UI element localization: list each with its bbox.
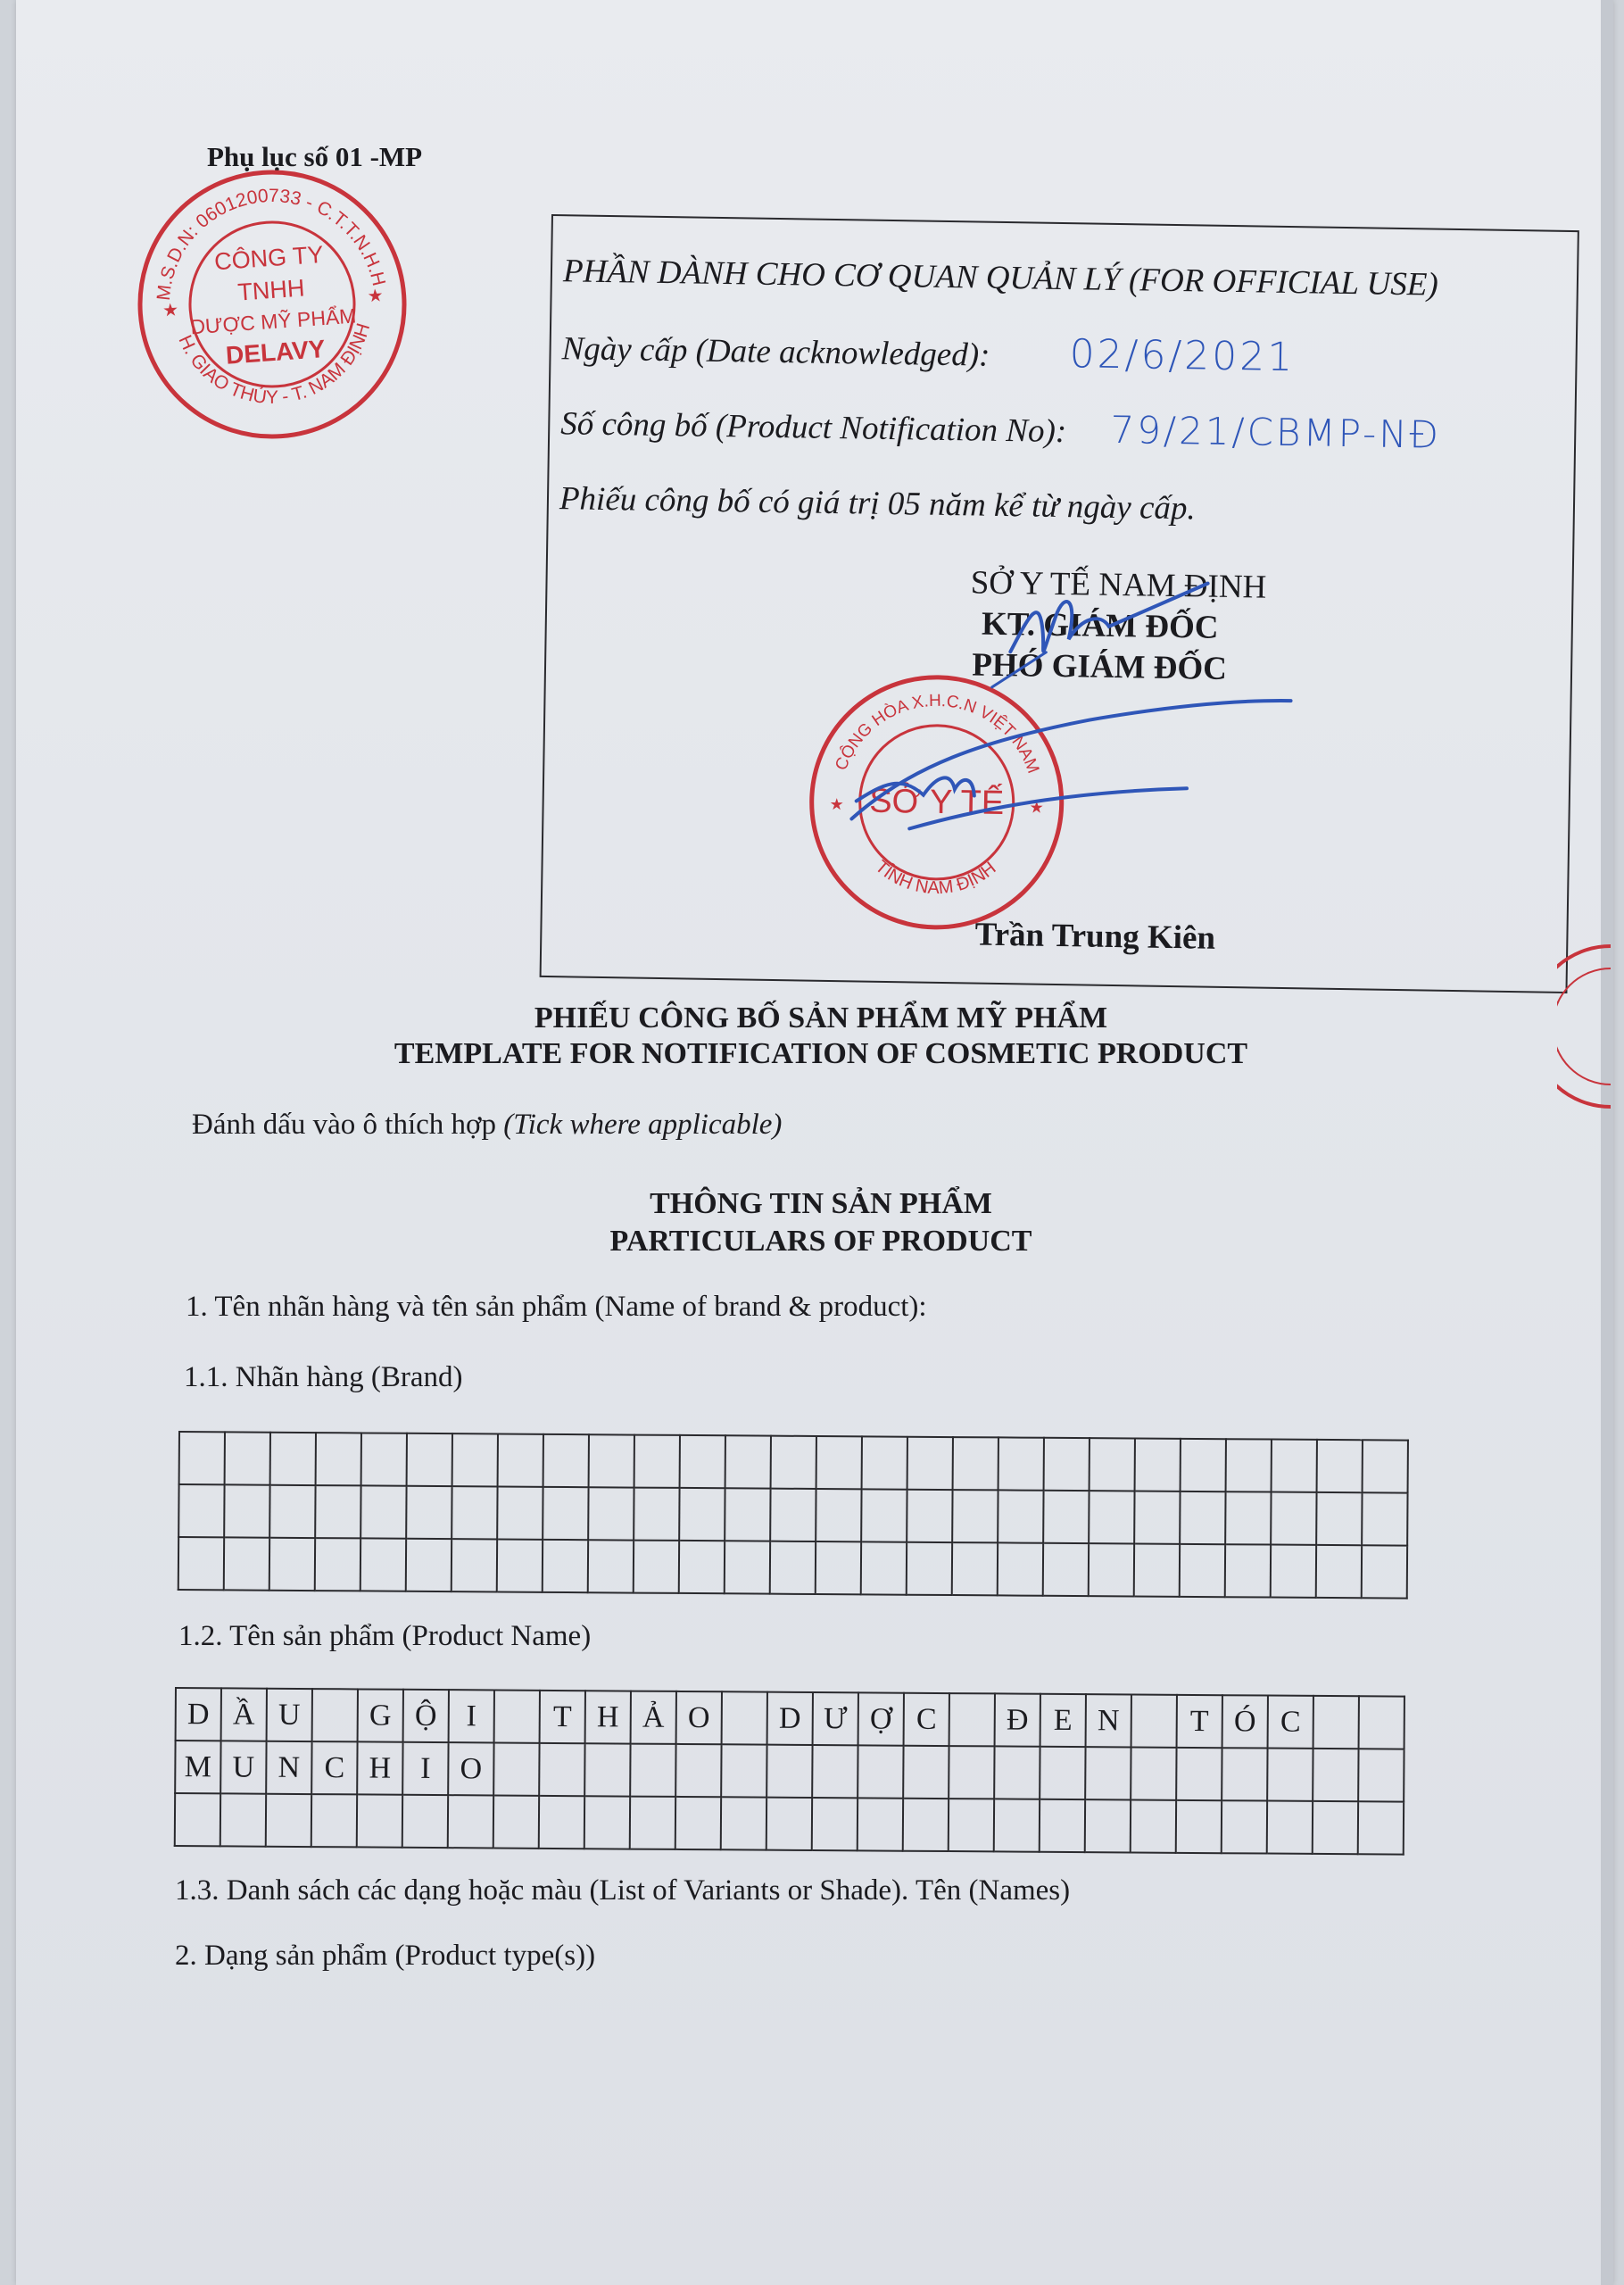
brand-grid-cell bbox=[634, 1488, 679, 1541]
brand-grid-cell bbox=[1225, 1491, 1271, 1544]
product-name-grid-cell bbox=[1040, 1799, 1085, 1852]
brand-grid-cell bbox=[680, 1435, 725, 1488]
brand-grid bbox=[178, 1431, 1409, 1600]
brand-grid-cell bbox=[543, 1540, 588, 1592]
brand-grid-cell bbox=[1226, 1439, 1272, 1491]
signatory-title-1: KT. GIÁM ĐỐC bbox=[981, 605, 1219, 646]
tick-instruction-en: (Tick where applicable) bbox=[503, 1109, 783, 1141]
brand-grid-cell bbox=[1135, 1438, 1181, 1491]
product-name-grid-cell: I bbox=[402, 1742, 448, 1795]
brand-grid-cell bbox=[771, 1436, 816, 1489]
product-name-grid-cell bbox=[266, 1794, 311, 1847]
product-name-grid-cell: O bbox=[448, 1742, 493, 1795]
brand-grid-cell bbox=[543, 1434, 589, 1487]
product-name-grid-cell bbox=[493, 1742, 539, 1795]
product-name-grid-cell bbox=[766, 1745, 812, 1798]
brand-grid-cell bbox=[224, 1537, 269, 1590]
company-stamp-line-3: DƯỢC MỸ PHẨM bbox=[189, 303, 358, 339]
brand-grid-row bbox=[179, 1432, 1408, 1493]
product-name-grid-cell bbox=[311, 1794, 357, 1847]
brand-grid-cell bbox=[224, 1484, 269, 1537]
brand-grid-cell bbox=[679, 1488, 725, 1541]
official-seal-bottom-text: TỈNH NAM ĐỊNH bbox=[871, 856, 1000, 899]
product-name-grid-cell bbox=[994, 1799, 1040, 1851]
brand-grid-cell bbox=[725, 1541, 770, 1593]
product-name-grid-row bbox=[176, 1688, 1404, 1749]
brand-grid-cell bbox=[1362, 1545, 1407, 1598]
product-name-grid-cell: T bbox=[540, 1691, 585, 1743]
brand-grid-cell bbox=[862, 1436, 907, 1489]
page-edge bbox=[1601, 0, 1613, 2285]
product-name-grid-cell: Ả bbox=[631, 1691, 676, 1744]
product-name-grid-cell bbox=[584, 1743, 630, 1796]
svg-text:★: ★ bbox=[829, 794, 844, 814]
product-name-grid-cell: C bbox=[904, 1693, 949, 1746]
brand-grid-cell bbox=[816, 1436, 862, 1489]
product-name-grid-cell bbox=[1040, 1747, 1085, 1799]
item-1-2-label: 1.2. Tên sản phẩm (Product Name) bbox=[178, 1620, 592, 1652]
brand-grid-cell bbox=[498, 1433, 543, 1486]
product-name-grid-cell: D bbox=[176, 1688, 221, 1741]
product-name-grid-cell bbox=[630, 1744, 675, 1797]
date-acknowledged-value: 02/6/2021 bbox=[1069, 331, 1296, 381]
product-name-grid-cell: Ó bbox=[1222, 1695, 1268, 1748]
authority-name: SỞ Y TẾ NAM ĐỊNH bbox=[970, 564, 1267, 606]
brand-grid-cell bbox=[1272, 1440, 1317, 1492]
svg-text:★: ★ bbox=[162, 300, 179, 321]
brand-grid-cell bbox=[452, 1539, 497, 1591]
product-name-grid-cell: H bbox=[357, 1741, 402, 1794]
brand-grid-cell bbox=[907, 1542, 952, 1595]
product-name-grid-cell bbox=[584, 1796, 630, 1849]
brand-grid-cell bbox=[1181, 1439, 1226, 1491]
brand-grid-cell bbox=[589, 1434, 634, 1487]
product-name-grid-cell bbox=[1131, 1694, 1177, 1747]
brand-grid-cell bbox=[178, 1537, 224, 1590]
product-name-grid-cell bbox=[1313, 1749, 1358, 1801]
company-stamp-outer-text: M.S.D.N: 0601200733 - C.T.T.N.H.H bbox=[153, 185, 390, 302]
brand-grid-cell bbox=[1363, 1440, 1408, 1492]
brand-grid-cell bbox=[406, 1539, 452, 1591]
brand-grid-cell bbox=[770, 1489, 816, 1541]
company-stamp-line-2: TNHH bbox=[236, 274, 306, 306]
brand-grid-cell bbox=[816, 1541, 861, 1594]
brand-grid-cell bbox=[361, 1433, 407, 1485]
brand-grid-cell bbox=[1317, 1440, 1363, 1492]
brand-grid-cell bbox=[1271, 1545, 1316, 1598]
brand-grid-cell bbox=[1180, 1544, 1225, 1597]
product-name-grid-row bbox=[175, 1741, 1404, 1802]
product-name-grid-cell bbox=[766, 1798, 812, 1850]
official-use-box bbox=[540, 214, 1579, 993]
product-name-grid-cell bbox=[1313, 1696, 1359, 1749]
product-name-grid-cell bbox=[357, 1794, 402, 1847]
brand-grid-cell bbox=[1180, 1491, 1225, 1544]
product-name-grid-cell bbox=[220, 1793, 266, 1846]
product-name-grid-cell bbox=[903, 1799, 949, 1851]
brand-grid-cell bbox=[998, 1437, 1044, 1490]
brand-grid-cell bbox=[1134, 1543, 1180, 1596]
brand-grid-cell bbox=[315, 1485, 360, 1538]
brand-grid-cell bbox=[588, 1487, 634, 1540]
product-name-grid-cell: I bbox=[449, 1690, 494, 1742]
item-1-label: 1. Tên nhãn hàng và tên sản phẩm (Name of brand & product): bbox=[186, 1291, 927, 1323]
brand-grid-cell bbox=[634, 1541, 679, 1593]
brand-grid-row bbox=[178, 1484, 1407, 1546]
brand-grid-cell bbox=[1362, 1492, 1407, 1545]
brand-grid-cell bbox=[907, 1490, 952, 1542]
brand-grid-cell bbox=[952, 1542, 998, 1595]
official-use-title: PHẦN DÀNH CHO CƠ QUAN QUẢN LÝ (FOR OFFICIAL USE) bbox=[562, 253, 1439, 303]
official-seal-outer-text: CỘNG HÒA X.H.C.N VIỆT NAM bbox=[832, 691, 1043, 777]
product-name-grid-cell bbox=[721, 1797, 766, 1849]
product-name-grid-cell bbox=[1085, 1799, 1131, 1852]
product-name-grid-cell bbox=[1176, 1800, 1222, 1853]
product-name-grid-cell bbox=[1359, 1696, 1404, 1749]
section-title-en: PARTICULARS OF PRODUCT bbox=[609, 1225, 1032, 1258]
product-name-grid-cell bbox=[722, 1691, 767, 1744]
product-name-grid-cell bbox=[1131, 1799, 1176, 1852]
brand-grid-cell bbox=[1316, 1492, 1362, 1545]
product-name-grid-cell: C bbox=[311, 1741, 357, 1794]
product-name-grid-cell bbox=[812, 1798, 858, 1850]
brand-grid-cell bbox=[316, 1433, 361, 1485]
product-name-grid-cell bbox=[175, 1793, 220, 1846]
brand-grid-cell bbox=[543, 1487, 588, 1540]
product-name-grid-cell bbox=[1131, 1747, 1176, 1799]
brand-grid-cell bbox=[634, 1435, 680, 1488]
notification-number-label: Số công bố (Product Notification No): bbox=[559, 405, 1067, 451]
brand-grid-cell bbox=[1225, 1544, 1271, 1597]
product-name-grid-cell bbox=[1358, 1749, 1404, 1801]
product-name-grid-cell bbox=[903, 1746, 949, 1799]
product-name-grid-cell bbox=[949, 1799, 994, 1851]
brand-grid-cell bbox=[861, 1541, 907, 1594]
product-name-grid-row bbox=[175, 1793, 1404, 1855]
product-name-grid-cell bbox=[494, 1690, 540, 1742]
brand-grid-cell bbox=[770, 1541, 816, 1594]
product-name-grid-cell bbox=[1176, 1748, 1222, 1800]
brand-grid-cell bbox=[179, 1432, 225, 1484]
product-name-grid bbox=[174, 1687, 1405, 1856]
brand-grid-cell bbox=[1089, 1543, 1134, 1596]
tick-instruction-vi: Đánh dấu vào ô thích hợp bbox=[192, 1109, 496, 1141]
annex-label: Phụ lục số 01 -MP bbox=[207, 141, 423, 172]
product-name-grid-cell bbox=[539, 1796, 584, 1849]
svg-text:★: ★ bbox=[366, 286, 385, 307]
product-name-grid-cell bbox=[812, 1745, 858, 1798]
signatory-title-2: PHÓ GIÁM ĐỐC bbox=[971, 646, 1228, 687]
product-name-grid-cell bbox=[675, 1797, 721, 1849]
date-acknowledged-label: Ngày cấp (Date acknowledged): bbox=[561, 330, 990, 374]
product-name-grid-cell bbox=[858, 1745, 903, 1798]
company-stamp-line-1: CÔNG TY bbox=[213, 240, 325, 276]
product-name-grid-cell: C bbox=[1268, 1696, 1313, 1749]
signatory-name: Trần Trung Kiên bbox=[974, 916, 1216, 957]
brand-grid-cell bbox=[269, 1538, 315, 1591]
product-name-grid-cell: D bbox=[767, 1692, 813, 1745]
notification-number-value: 79/21/CBMP-NĐ bbox=[1110, 407, 1442, 457]
official-seal-center-text: SỞ Y TẾ bbox=[868, 782, 1005, 823]
brand-grid-cell bbox=[269, 1485, 315, 1538]
brand-grid-cell bbox=[816, 1489, 861, 1541]
tick-instruction bbox=[192, 1109, 782, 1142]
brand-grid-cell bbox=[452, 1486, 497, 1539]
product-name-grid-cell: O bbox=[676, 1691, 722, 1744]
product-name-grid-cell: N bbox=[266, 1741, 311, 1794]
product-name-grid-cell: H bbox=[585, 1691, 631, 1743]
product-name-grid-cell: Ầ bbox=[221, 1688, 267, 1741]
form-title-vi: PHIẾU CÔNG BỐ SẢN PHẨM MỸ PHẨM bbox=[534, 1001, 1108, 1034]
product-name-grid-cell: U bbox=[267, 1689, 312, 1741]
brand-grid-cell bbox=[270, 1433, 316, 1485]
section-title-vi: THÔNG TIN SẢN PHẨM bbox=[650, 1187, 992, 1220]
product-name-grid-cell bbox=[949, 1693, 995, 1746]
product-name-grid-cell: N bbox=[1086, 1694, 1131, 1747]
brand-grid-cell bbox=[1043, 1491, 1089, 1543]
brand-grid-cell bbox=[907, 1437, 953, 1490]
product-name-grid-cell bbox=[994, 1746, 1040, 1799]
product-name-grid-cell: T bbox=[1177, 1695, 1222, 1748]
brand-grid-cell bbox=[588, 1540, 634, 1592]
brand-grid-cell bbox=[1043, 1543, 1089, 1596]
brand-grid-cell bbox=[407, 1433, 452, 1486]
product-name-grid-cell bbox=[448, 1795, 493, 1848]
product-name-grid-cell bbox=[1267, 1801, 1313, 1854]
product-name-grid-cell: Ợ bbox=[858, 1692, 904, 1745]
company-stamp bbox=[125, 157, 420, 453]
item-1-1-label: 1.1. Nhãn hàng (Brand) bbox=[184, 1361, 463, 1393]
product-name-grid-cell: E bbox=[1040, 1694, 1086, 1747]
company-stamp-bottom-text: H. GIAO THỦY - T. NAM ĐỊNH bbox=[174, 320, 375, 408]
partial-edge-stamp bbox=[1557, 937, 1611, 1116]
brand-grid-cell bbox=[952, 1490, 998, 1542]
product-name-grid-cell bbox=[1222, 1748, 1267, 1800]
product-name-grid-cell: G bbox=[358, 1689, 403, 1741]
brand-grid-cell bbox=[315, 1538, 360, 1591]
product-name-grid-cell: M bbox=[175, 1741, 220, 1793]
product-name-grid-cell bbox=[312, 1689, 358, 1741]
product-name-grid-cell bbox=[675, 1744, 721, 1797]
brand-grid-cell bbox=[1089, 1491, 1134, 1543]
product-name-grid-cell bbox=[858, 1798, 903, 1850]
product-name-grid-cell bbox=[1358, 1801, 1404, 1854]
product-name-grid-cell: U bbox=[220, 1741, 266, 1793]
product-name-grid-cell bbox=[402, 1795, 448, 1848]
product-name-grid-cell bbox=[949, 1746, 994, 1799]
signature-drawing bbox=[766, 559, 1378, 890]
brand-grid-cell bbox=[178, 1484, 224, 1537]
item-1-3-label: 1.3. Danh sách các dạng hoặc màu (List of Variants or Shade). Tên (Names) bbox=[175, 1874, 1071, 1907]
brand-grid-cell bbox=[497, 1486, 543, 1539]
company-stamp-line-4: DELAVY bbox=[225, 335, 327, 370]
brand-grid-cell bbox=[998, 1542, 1043, 1595]
product-name-grid-cell: Ộ bbox=[403, 1690, 449, 1742]
product-name-grid-cell bbox=[539, 1743, 584, 1796]
product-name-grid-cell bbox=[630, 1797, 675, 1849]
product-name-grid-cell bbox=[493, 1795, 539, 1848]
notification-number-row bbox=[560, 399, 1442, 456]
product-name-grid-cell bbox=[1313, 1801, 1358, 1854]
brand-grid-cell bbox=[225, 1432, 270, 1484]
brand-grid-cell bbox=[497, 1539, 543, 1591]
item-2-label: 2. Dạng sản phẩm (Product type(s)) bbox=[175, 1940, 596, 1972]
brand-grid-row bbox=[178, 1537, 1407, 1599]
product-name-grid-cell: Ư bbox=[813, 1692, 858, 1745]
brand-grid-cell bbox=[406, 1486, 452, 1539]
brand-grid-cell bbox=[1134, 1491, 1180, 1543]
product-name-grid-cell bbox=[721, 1744, 766, 1797]
date-acknowledged-row bbox=[561, 323, 1295, 380]
svg-text:★: ★ bbox=[1029, 798, 1044, 817]
product-name-grid-cell: Đ bbox=[995, 1693, 1040, 1746]
brand-grid-cell bbox=[360, 1485, 406, 1538]
brand-grid-cell bbox=[452, 1433, 498, 1486]
brand-grid-cell bbox=[861, 1489, 907, 1541]
brand-grid-cell bbox=[679, 1541, 725, 1593]
brand-grid-cell bbox=[953, 1437, 998, 1490]
product-name-grid-cell bbox=[1267, 1749, 1313, 1801]
brand-grid-cell bbox=[725, 1435, 771, 1488]
brand-grid-cell bbox=[1271, 1492, 1316, 1545]
validity-note: Phiếu công bố có giá trị 05 năm kể từ ngày cấp. bbox=[559, 480, 1196, 528]
brand-grid-cell bbox=[1316, 1545, 1362, 1598]
brand-grid-cell bbox=[725, 1488, 770, 1541]
form-title-en: TEMPLATE FOR NOTIFICATION OF COSMETIC PRODUCT bbox=[394, 1037, 1248, 1070]
brand-grid-cell bbox=[998, 1490, 1043, 1542]
brand-grid-cell bbox=[1090, 1438, 1135, 1491]
product-name-grid-cell bbox=[1085, 1747, 1131, 1799]
brand-grid-cell bbox=[1044, 1438, 1090, 1491]
product-name-grid-cell bbox=[1222, 1800, 1267, 1853]
brand-grid-cell bbox=[360, 1538, 406, 1591]
